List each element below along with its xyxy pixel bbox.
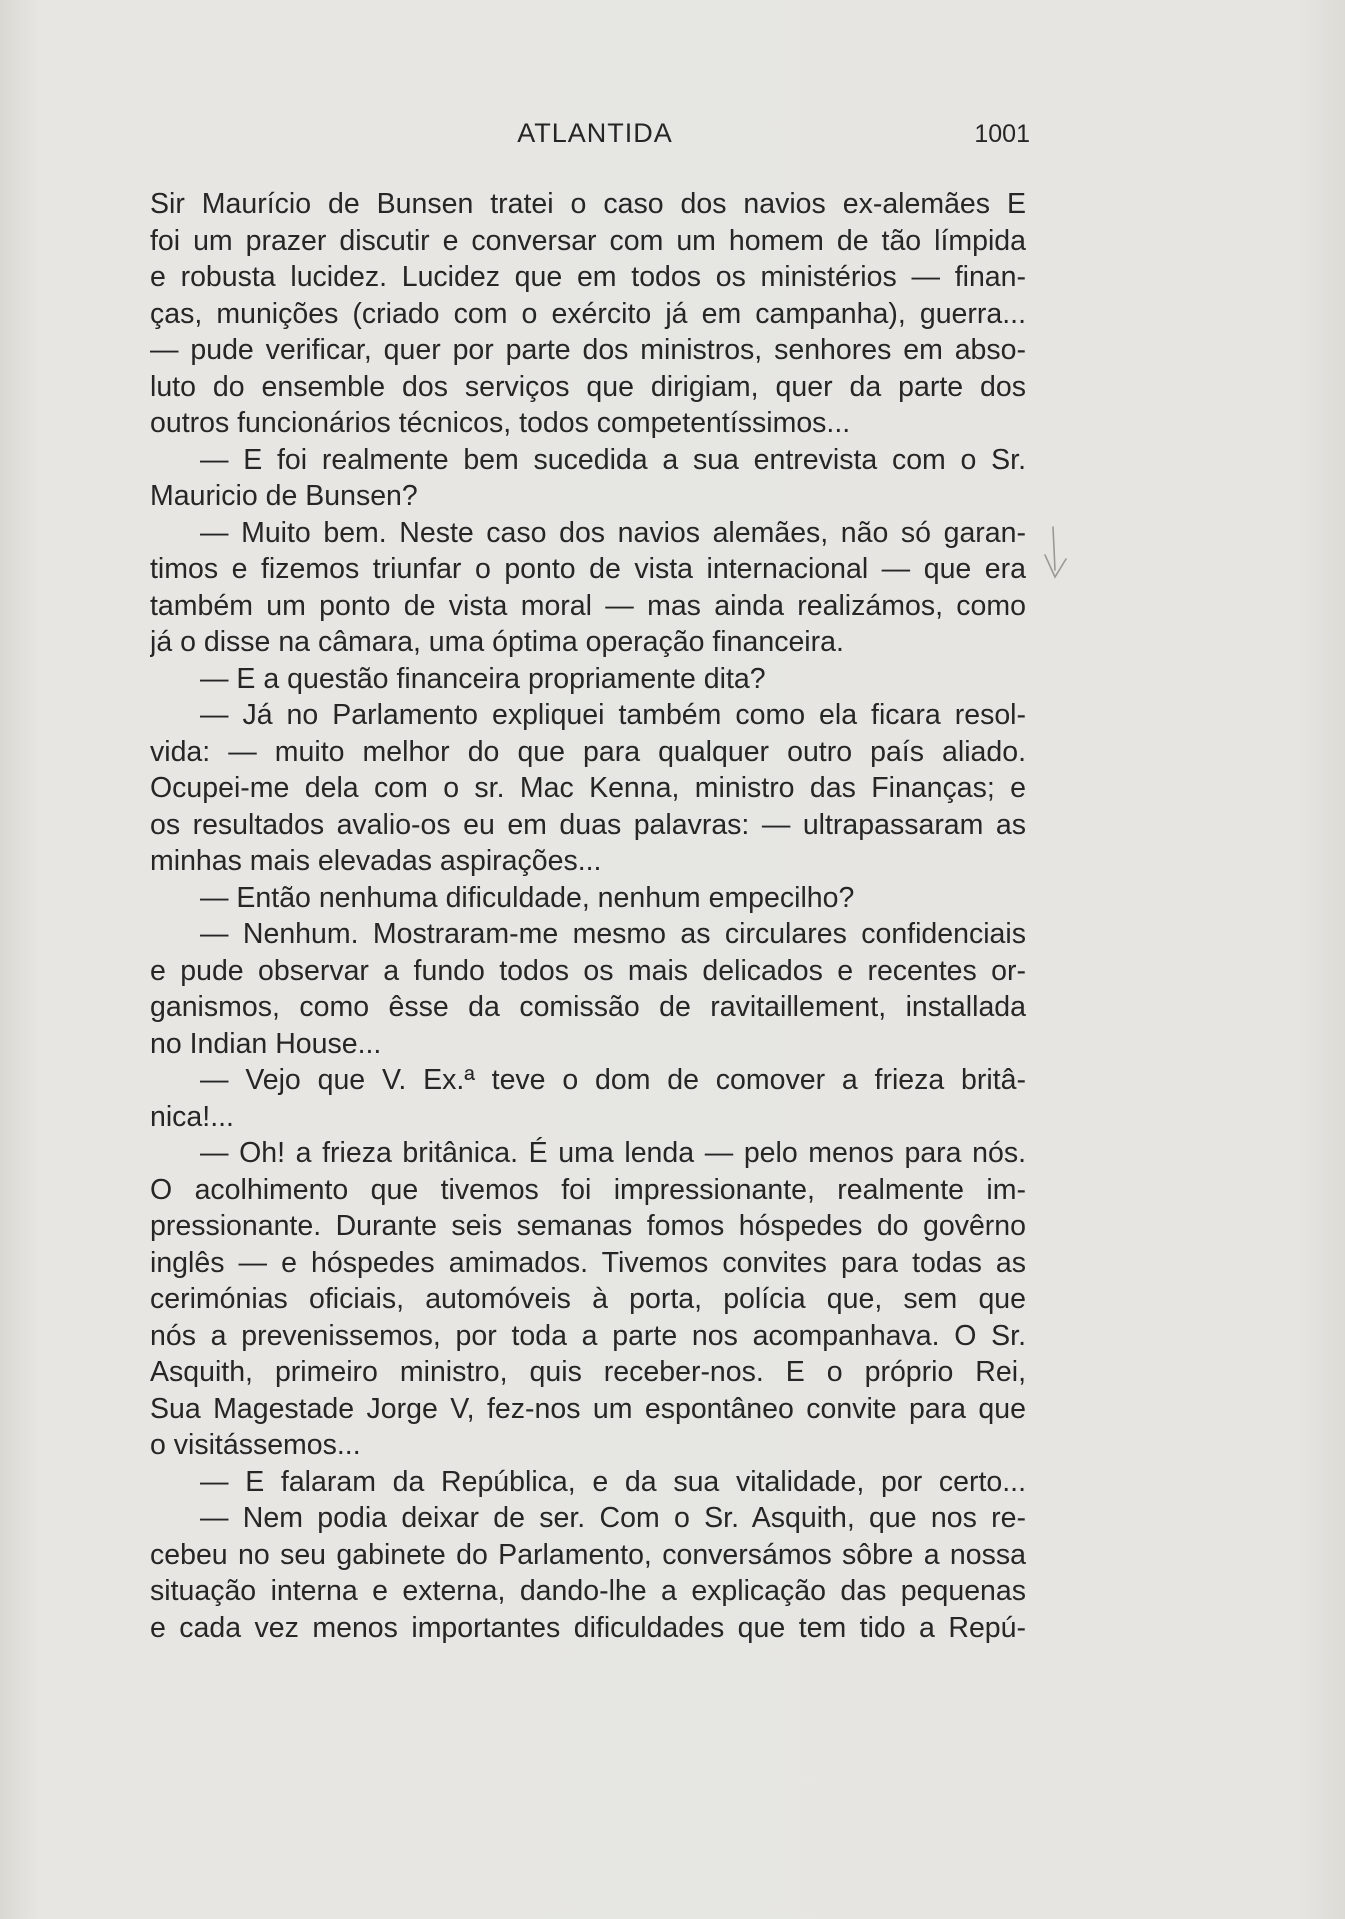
text-line: Asquith, primeiro ministro, quis receber-nos. E o próprio Rei,: [150, 1356, 1026, 1388]
text-line: — Oh! a frieza britânica. É uma lenda — pelo menos para nós.: [200, 1137, 1026, 1169]
text-line: pressionante. Durante seis semanas fomos hóspedes do govêrno: [150, 1210, 1026, 1242]
text-line: os resultados avalio-os eu em duas palavras: — ultrapassaram as: [150, 808, 1026, 841]
text-line: e cada vez menos importantes dificuldades que tem tido a Repú-: [150, 1611, 1026, 1644]
text-line: inglês — e hóspedes amimados. Tivemos convites para todas as: [150, 1246, 1026, 1279]
text-line: também um ponto de vista moral — mas ainda realizámos, como: [150, 589, 1026, 622]
text-line: nica!...: [150, 1100, 234, 1133]
page-number: 1001: [974, 120, 1030, 148]
text-line: foi um prazer discutir e conversar com um homem de tão límpida: [150, 224, 1026, 257]
text-line: — Então nenhuma dificuldade, nenhum empecilho?: [200, 881, 855, 914]
text-line: ganismos, como êsse da comissão de ravitaillement, installada: [150, 991, 1026, 1023]
text-line: — E a questão financeira propriamente dita?: [200, 662, 766, 695]
text-line: O acolhimento que tivemos foi impressionante, realmente im-: [150, 1173, 1026, 1206]
text-line: — E foi realmente bem sucedida a sua entrevista com o Sr.: [200, 443, 1026, 476]
text-line: Mauricio de Bunsen?: [150, 480, 418, 512]
text-line: cebeu no seu gabinete do Parlamento, conversámos sôbre a nossa: [150, 1538, 1026, 1571]
text-line: e pude observar a fundo todos os mais delicados e recentes or-: [150, 954, 1026, 987]
text-line: minhas mais elevadas aspirações...: [150, 845, 602, 877]
text-line: ças, munições (criado com o exército já em campanha), guerra...: [150, 297, 1026, 330]
text-line: luto do ensemble dos serviços que dirigiam, quer da parte dos: [150, 370, 1026, 403]
text-line: — Vejo que V. Ex.ª teve o dom de comover a frieza britâ-: [200, 1064, 1026, 1096]
text-line: outros funcionários técnicos, todos competentíssimos...: [150, 407, 851, 439]
text-line: o visitássemos...: [150, 1429, 361, 1461]
margin-pencil-mark: [1040, 525, 1070, 585]
text-line: e robusta lucidez. Lucidez que em todos os ministérios — finan-: [150, 261, 1026, 293]
text-line: Sir Maurício de Bunsen tratei o caso dos navios ex-alemães E: [150, 188, 1026, 220]
text-line: — Nem podia deixar de ser. Com o Sr. Asquith, que nos re-: [200, 1502, 1026, 1534]
text-line: vida: — muito melhor do que para qualquer outro país aliado.: [150, 735, 1026, 768]
text-line: cerimónias oficiais, automóveis à porta, polícia que, sem que: [150, 1283, 1026, 1315]
running-title: ATLANTIDA: [517, 118, 673, 148]
running-head: [160, 118, 1030, 158]
text-line: — E falaram da República, e da sua vitalidade, por certo...: [200, 1465, 1026, 1498]
text-line: — Muito bem. Neste caso dos navios alemães, não só garan-: [200, 516, 1026, 549]
text-line: Ocupei-me dela com o sr. Mac Kenna, ministro das Finanças; e: [150, 772, 1026, 804]
text-line: Sua Magestade Jorge V, fez-nos um espontâneo convite para que: [150, 1392, 1026, 1425]
text-line: — Nenhum. Mostraram-me mesmo as circulares confidenciais: [200, 918, 1026, 950]
text-line: — pude verificar, quer por parte dos ministros, senhores em abso-: [150, 334, 1026, 366]
body-text: [150, 186, 1026, 1646]
text-line: já o disse na câmara, uma óptima operação financeira.: [150, 626, 844, 658]
text-line: situação interna e externa, dando-lhe a explicação das pequenas: [150, 1575, 1026, 1607]
text-line: nós a prevenissemos, por toda a parte nos acompanhava. O Sr.: [150, 1319, 1026, 1352]
text-line: timos e fizemos triunfar o ponto de vista internacional — que era: [150, 553, 1026, 585]
text-line: no Indian House...: [150, 1027, 382, 1060]
text-line: — Já no Parlamento expliquei também como ela ficara resol-: [200, 699, 1026, 731]
